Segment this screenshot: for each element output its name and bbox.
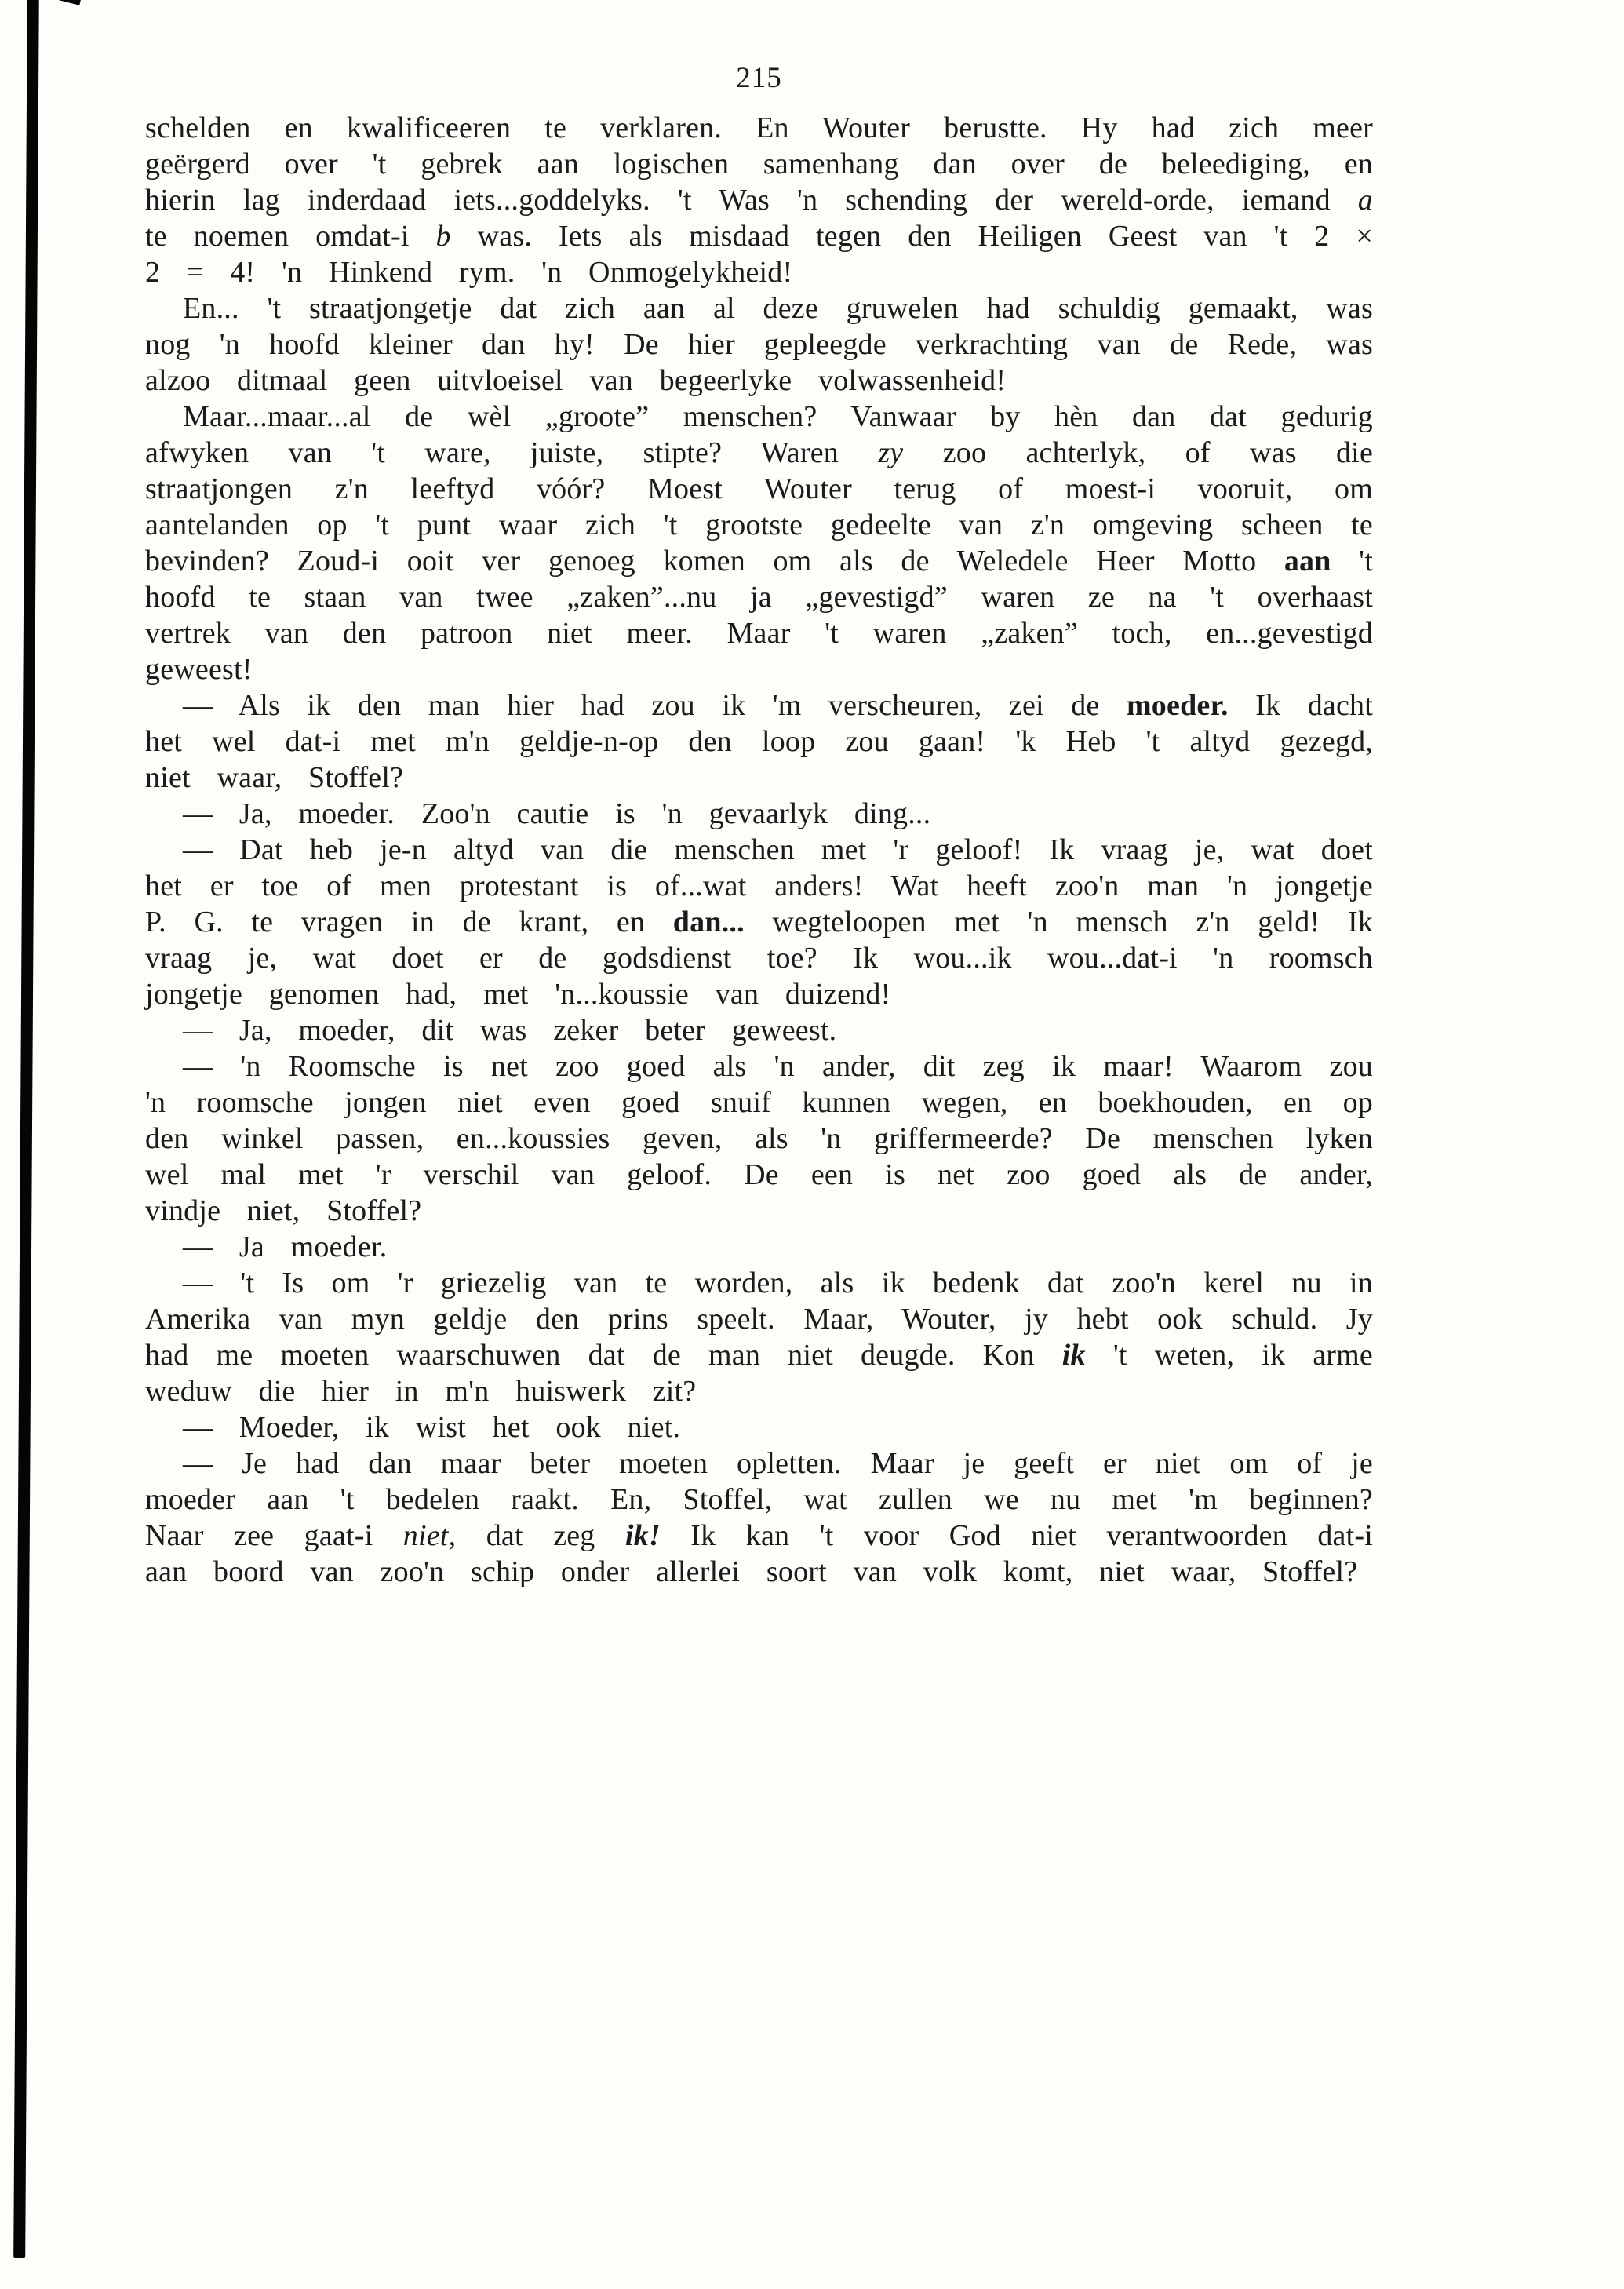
emphasis-italic: zy — [878, 436, 904, 469]
page-number: 215 — [736, 62, 782, 94]
emphasis-bold: aan — [1284, 545, 1331, 578]
paragraph: En... 't straatjongetje dat zich aan al deze gruwelen had schuldig gemaakt, was nog 'n hoofd kleiner dan hy! De hier gepleegde verkrachting van de Rede, was alzoo ditmaal geen uitvloeisel van begeerlyke volwassenheid! — [145, 292, 1373, 397]
paragraph: — Ja moeder. — [183, 1230, 388, 1263]
emphasis-bold: dan... — [672, 906, 745, 939]
paragraph: schelden en kwalificeeren te verklaren. En Wouter berustte. Hy had zich meer geërgerd over 't gebrek aan logischen samenhang dan over de beleediging, en hierin lag inderdaad iets...goddelyks. 't Was 'n schending der wereld-orde, iemand a te noemen omdat-i b was. Iets als misdaad tegen den Heiligen Geest van 't 2 × 2 = 4! 'n Hinkend rym. 'n Onmogelykheid! — [145, 111, 1373, 289]
paragraph: — 'n Roomsche is net zoo goed als 'n ander, dit zeg ik maar! Waarom zou 'n roomsche jongen niet even goed snuif kunnen wegen, en boekhouden, en op den winkel passen, en...koussies geven, als 'n griffermeerde? De menschen lyken wel mal met 'r verschil van geloof. De een is net zoo goed als de ander, vindje niet, Stoffel? — [145, 1050, 1373, 1227]
paragraph: — Ja, moeder, dit was zeker beter geweest. — [183, 1014, 837, 1047]
paragraph: Maar...maar...al de wèl „groote” menschen? Vanwaar by hèn dan dat gedurig afwyken van 't ware, juiste, stipte? Waren zy zoo achterlyk, of was die straatjongen z'n leeftyd vóór? Moest Wouter terug of moest-i vooruit, om aantelanden op 't punt waar zich 't grootste gedeelte van z'n omgeving scheen te bevinden? Zoud-i ooit ver genoeg komen om als de Weledele Heer Motto aan 't hoofd te staan van twee „zaken”...nu ja „gevestigd” waren ze na 't overhaast vertrek van den patroon niet meer. Maar 't waren „zaken” toch, en...gevestigd geweest! — [145, 400, 1374, 686]
paragraph: — Je had dan maar beter moeten opletten. Maar je geeft er niet om of je moeder aan 't bedelen raakt. En, Stoffel, wat zullen we nu met 'm beginnen? Naar zee gaat-i niet, dat zeg ik! Ik kan 't voor God niet verantwoorden dat-i aan boord van zoo'n schip onder allerlei soort van volk komt, niet waar, Stoffel? — [145, 1447, 1373, 1588]
paragraph: — Dat heb je-n altyd van die menschen met 'r geloof! Ik vraag je, wat doet het er toe of men protestant is of...wat anders! Wat heeft zoo'n man 'n jongetje P. G. te vragen in de krant, en dan... wegteloopen met 'n mensch z'n geld! Ik vraag je, wat doet er de godsdienst toe? Ik wou...ik wou...dat-i 'n roomsch jongetje genomen had, met 'n...koussie van duizend! — [145, 833, 1373, 1011]
paragraph: — Als ik den man hier had zou ik 'm verscheuren, zei de moeder. Ik dacht het wel dat-i met m'n geldje-n-op den loop zou gaan! 'k Heb 't altyd gezegd, niet waar, Stoffel? — [145, 689, 1374, 794]
emphasis-italic: b — [435, 220, 451, 253]
emphasis-italic: niet, — [402, 1519, 457, 1552]
binding-edge-top-artifact — [11, 0, 82, 5]
emphasis-bold-italic: ik! — [624, 1519, 661, 1552]
emphasis-bold-italic: ik — [1061, 1339, 1086, 1372]
binding-edge-artifact — [13, 0, 39, 2258]
paragraph: — Moeder, ik wist het ook niet. — [183, 1411, 681, 1444]
emphasis-italic: a — [1357, 184, 1373, 217]
paragraph: — 't Is om 'r griezelig van te worden, als ik bedenk dat zoo'n kerel nu in Amerika van myn geldje den prins speelt. Maar, Wouter, jy hebt ook schuld. Jy had me moeten waarschuwen dat de man niet deugde. Kon ik 't weten, ik arme weduw die hier in m'n huiswerk zit? — [145, 1267, 1373, 1408]
text-block — [145, 110, 1373, 1590]
emphasis-bold: moeder. — [1126, 689, 1229, 722]
paragraph: — Ja, moeder. Zoo'n cautie is 'n gevaarlyk ding... — [183, 797, 931, 830]
